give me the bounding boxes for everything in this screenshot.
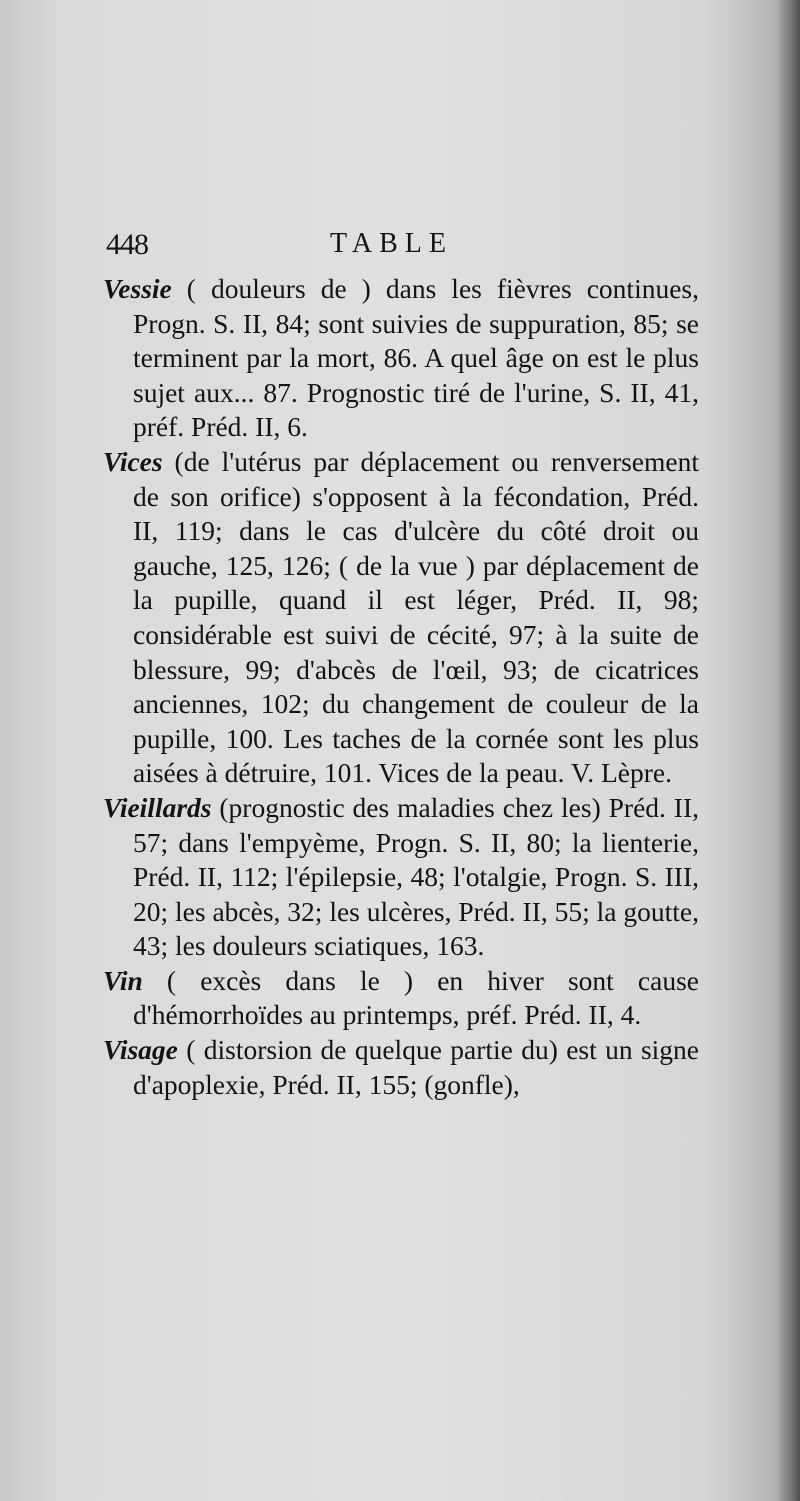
entry-text: (de l'utérus par déplacement ou renversement de son orifice) s'opposent à la fécondation, Préd. II, 119; dans le cas d'ulcère du côté droit ou gauche, 125, 126; ( de la vue ) par déplacement de la pupille, quand il est léger, Préd. II, 98; considérable est suivi de cécité, 97; à la suite de blessure, 99; d'abcès de l'œil, 93; de cicatrices anciennes, 102; du changement de couleur de la pupille, 100. Les taches de la cornée sont les plus aisées à détruire, 101. Vices de la peau. V. Lèpre. [133, 445, 699, 789]
page-header [106, 228, 696, 268]
index-entry-vices [103, 445, 699, 791]
entry-text: ( douleurs de ) dans les fièvres continues, Progn. S. II, 84; sont suivies de suppuration, 85; se terminent par la mort, 86. A quel âge on est le plus sujet aux... 87. Prognostic tiré de l'urine, S. II, 41, préf. Préd. II, 6. [133, 273, 699, 443]
entry-text: (prognostic des maladies chez les) Préd. II, 57; dans l'empyème, Progn. S. II, 80; la lienterie, Préd. II, 112; l'épilepsie, 48; l'otalgie, Progn. S. III, 20; les abcès, 32; les ulcères, Préd. II, 55; la goutte, 43; les douleurs sciatiques, 163. [133, 791, 699, 962]
index-entry-vieillards [103, 791, 699, 964]
entry-headword: Visage [103, 1034, 178, 1066]
entry-text: ( distorsion de quelque partie du) est un signe d'apoplexie, Préd. II, 155; (gonfle), [133, 1034, 699, 1100]
index-entry-visage [103, 1033, 699, 1102]
index-entries [103, 272, 699, 1102]
entry-headword: Vieillards [103, 791, 212, 823]
entry-headword: Vices [103, 445, 163, 477]
running-title: TABLE [330, 228, 453, 259]
page-edge-shadow [778, 0, 800, 1501]
index-entry-vessie [103, 272, 699, 445]
entry-headword: Vessie [103, 273, 172, 304]
index-entry-vin [103, 964, 699, 1033]
entry-text: ( excès dans le ) en hiver sont cause d'hémorrhoïdes au printemps, préf. Préd. II, 4. [133, 964, 699, 1031]
page-number: 448 [106, 228, 148, 261]
entry-headword: Vin [103, 964, 143, 996]
